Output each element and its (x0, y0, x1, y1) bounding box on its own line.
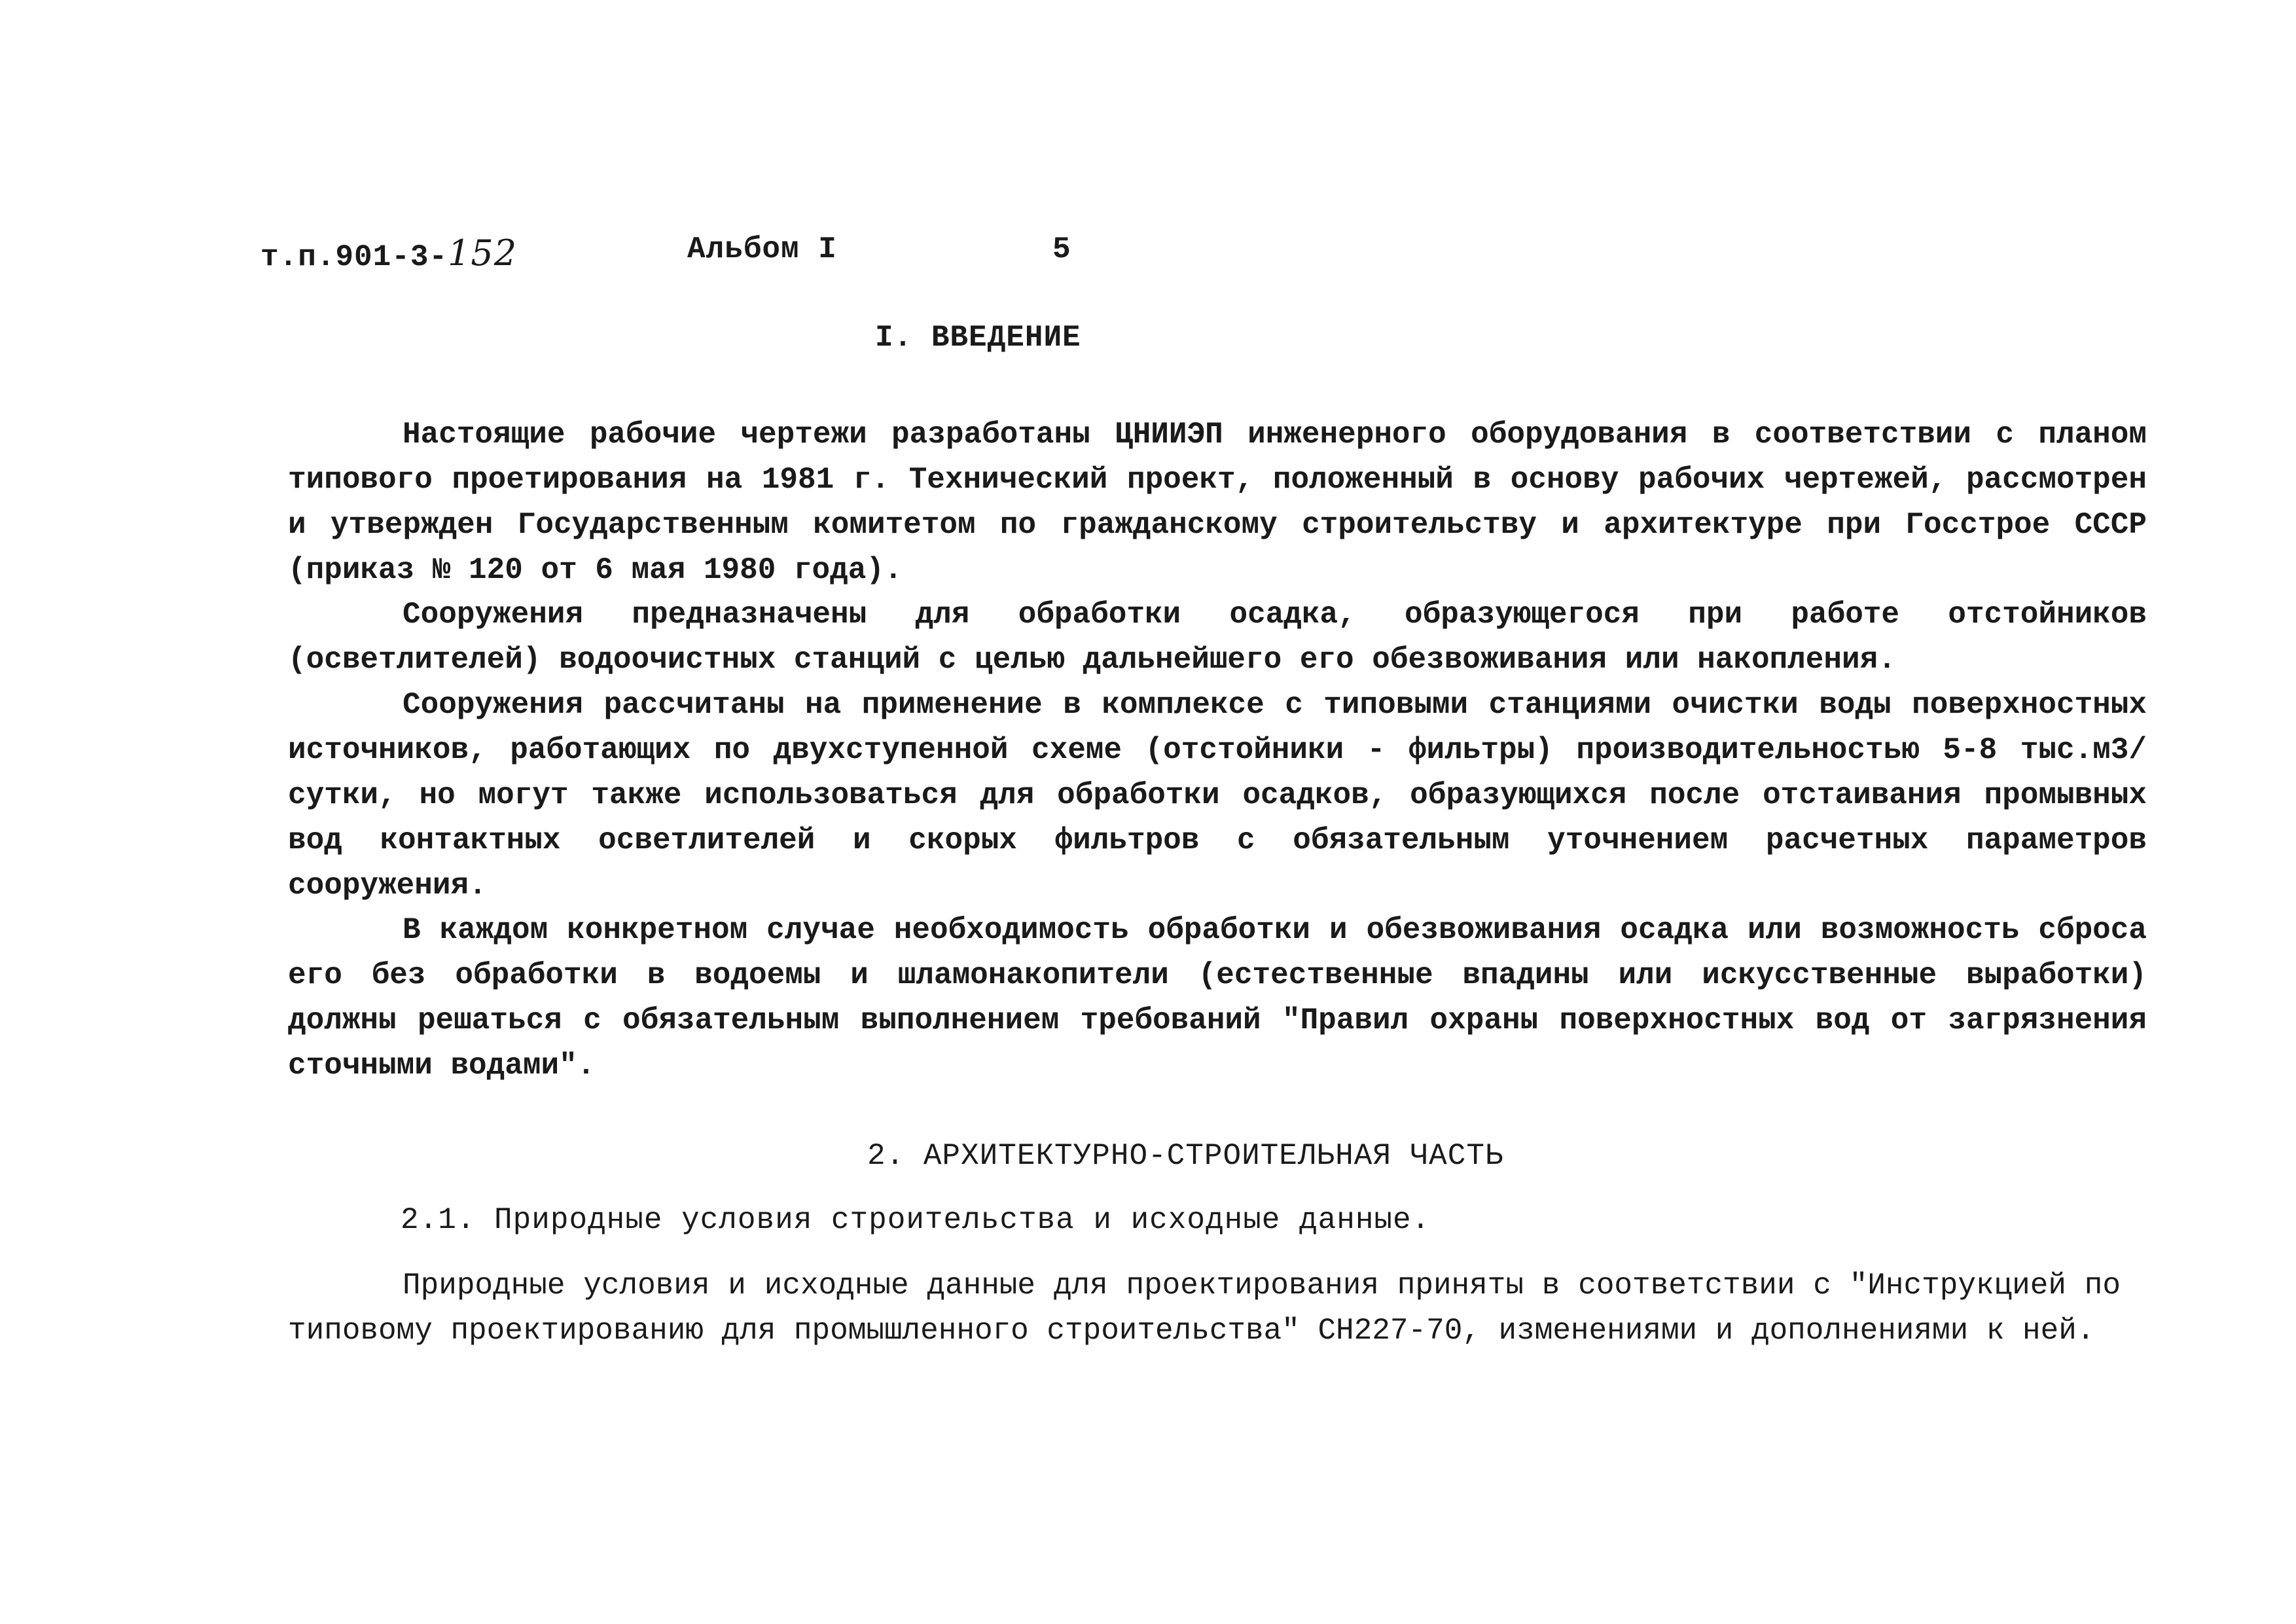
album-label: Альбом I (687, 232, 837, 266)
page-number: 5 (1052, 232, 1071, 266)
document-code-handwritten-number: 152 (448, 232, 518, 274)
section-2-1-paragraph: Природные условия и исходные данные для проектирования приняты в соответствии с "Инструкцией по типовому проектированию для промышленного строительства" СН227-70, изменениями и дополнениями к ней. (288, 1269, 2121, 1348)
section-1-heading: I. ВВЕДЕНИЕ (875, 321, 1081, 355)
document-code-prefix: т.п.901-3- (260, 240, 448, 274)
subsection-2-1-heading: 2.1. Природные условия строительства и исходные данные. (401, 1203, 1431, 1237)
page-header (260, 232, 1177, 272)
intro-paragraph-3: Сооружения рассчитаны на применение в комплексе с типовыми станциями очистки воды поверхностных источников, работающих по двухступенной схеме (отстойники - фильтры) производительностью 5-8 тыс.м3/сутки, но могут также использоваться для обработки осадков, образующихся после отстаивания промывных вод контактных осветлителей и скорых фильтров с обязательным уточнением расчетных параметров сооружения. (288, 688, 2147, 903)
intro-paragraph-4: В каждом конкретном случае необходимость обработки и обезвоживания осадка или возможность сброса его без обработки в водоемы и шламонакопители (естественные впадины или искусственные выработки) должны решаться с обязательным выполнением требований "Правил охраны поверхностных вод от загрязнения сточными водами". (288, 913, 2147, 1083)
document-code (260, 232, 517, 274)
intro-paragraph-2: Сооружения предназначены для обработки осадка, образующегося при работе отстойников (осветлителей) водоочистных станций с целью дальнейшего его обезвоживания или накопления. (288, 598, 2147, 677)
section-2-heading: 2. АРХИТЕКТУРНО-СТРОИТЕЛЬНАЯ ЧАСТЬ (867, 1139, 1504, 1173)
intro-paragraph-1: Настоящие рабочие чертежи разработаны ЦНИИЭП инженерного оборудования в соответствии с планом типового проетирования на 1981 г. Технический проект, положенный в основу рабочих чертежей, рассмотрен и утвержден Государственным комитетом по гражданскому строительству и архитектуре при Госстрое СССР (приказ № 120 от 6 мая 1980 года). (288, 418, 2147, 587)
